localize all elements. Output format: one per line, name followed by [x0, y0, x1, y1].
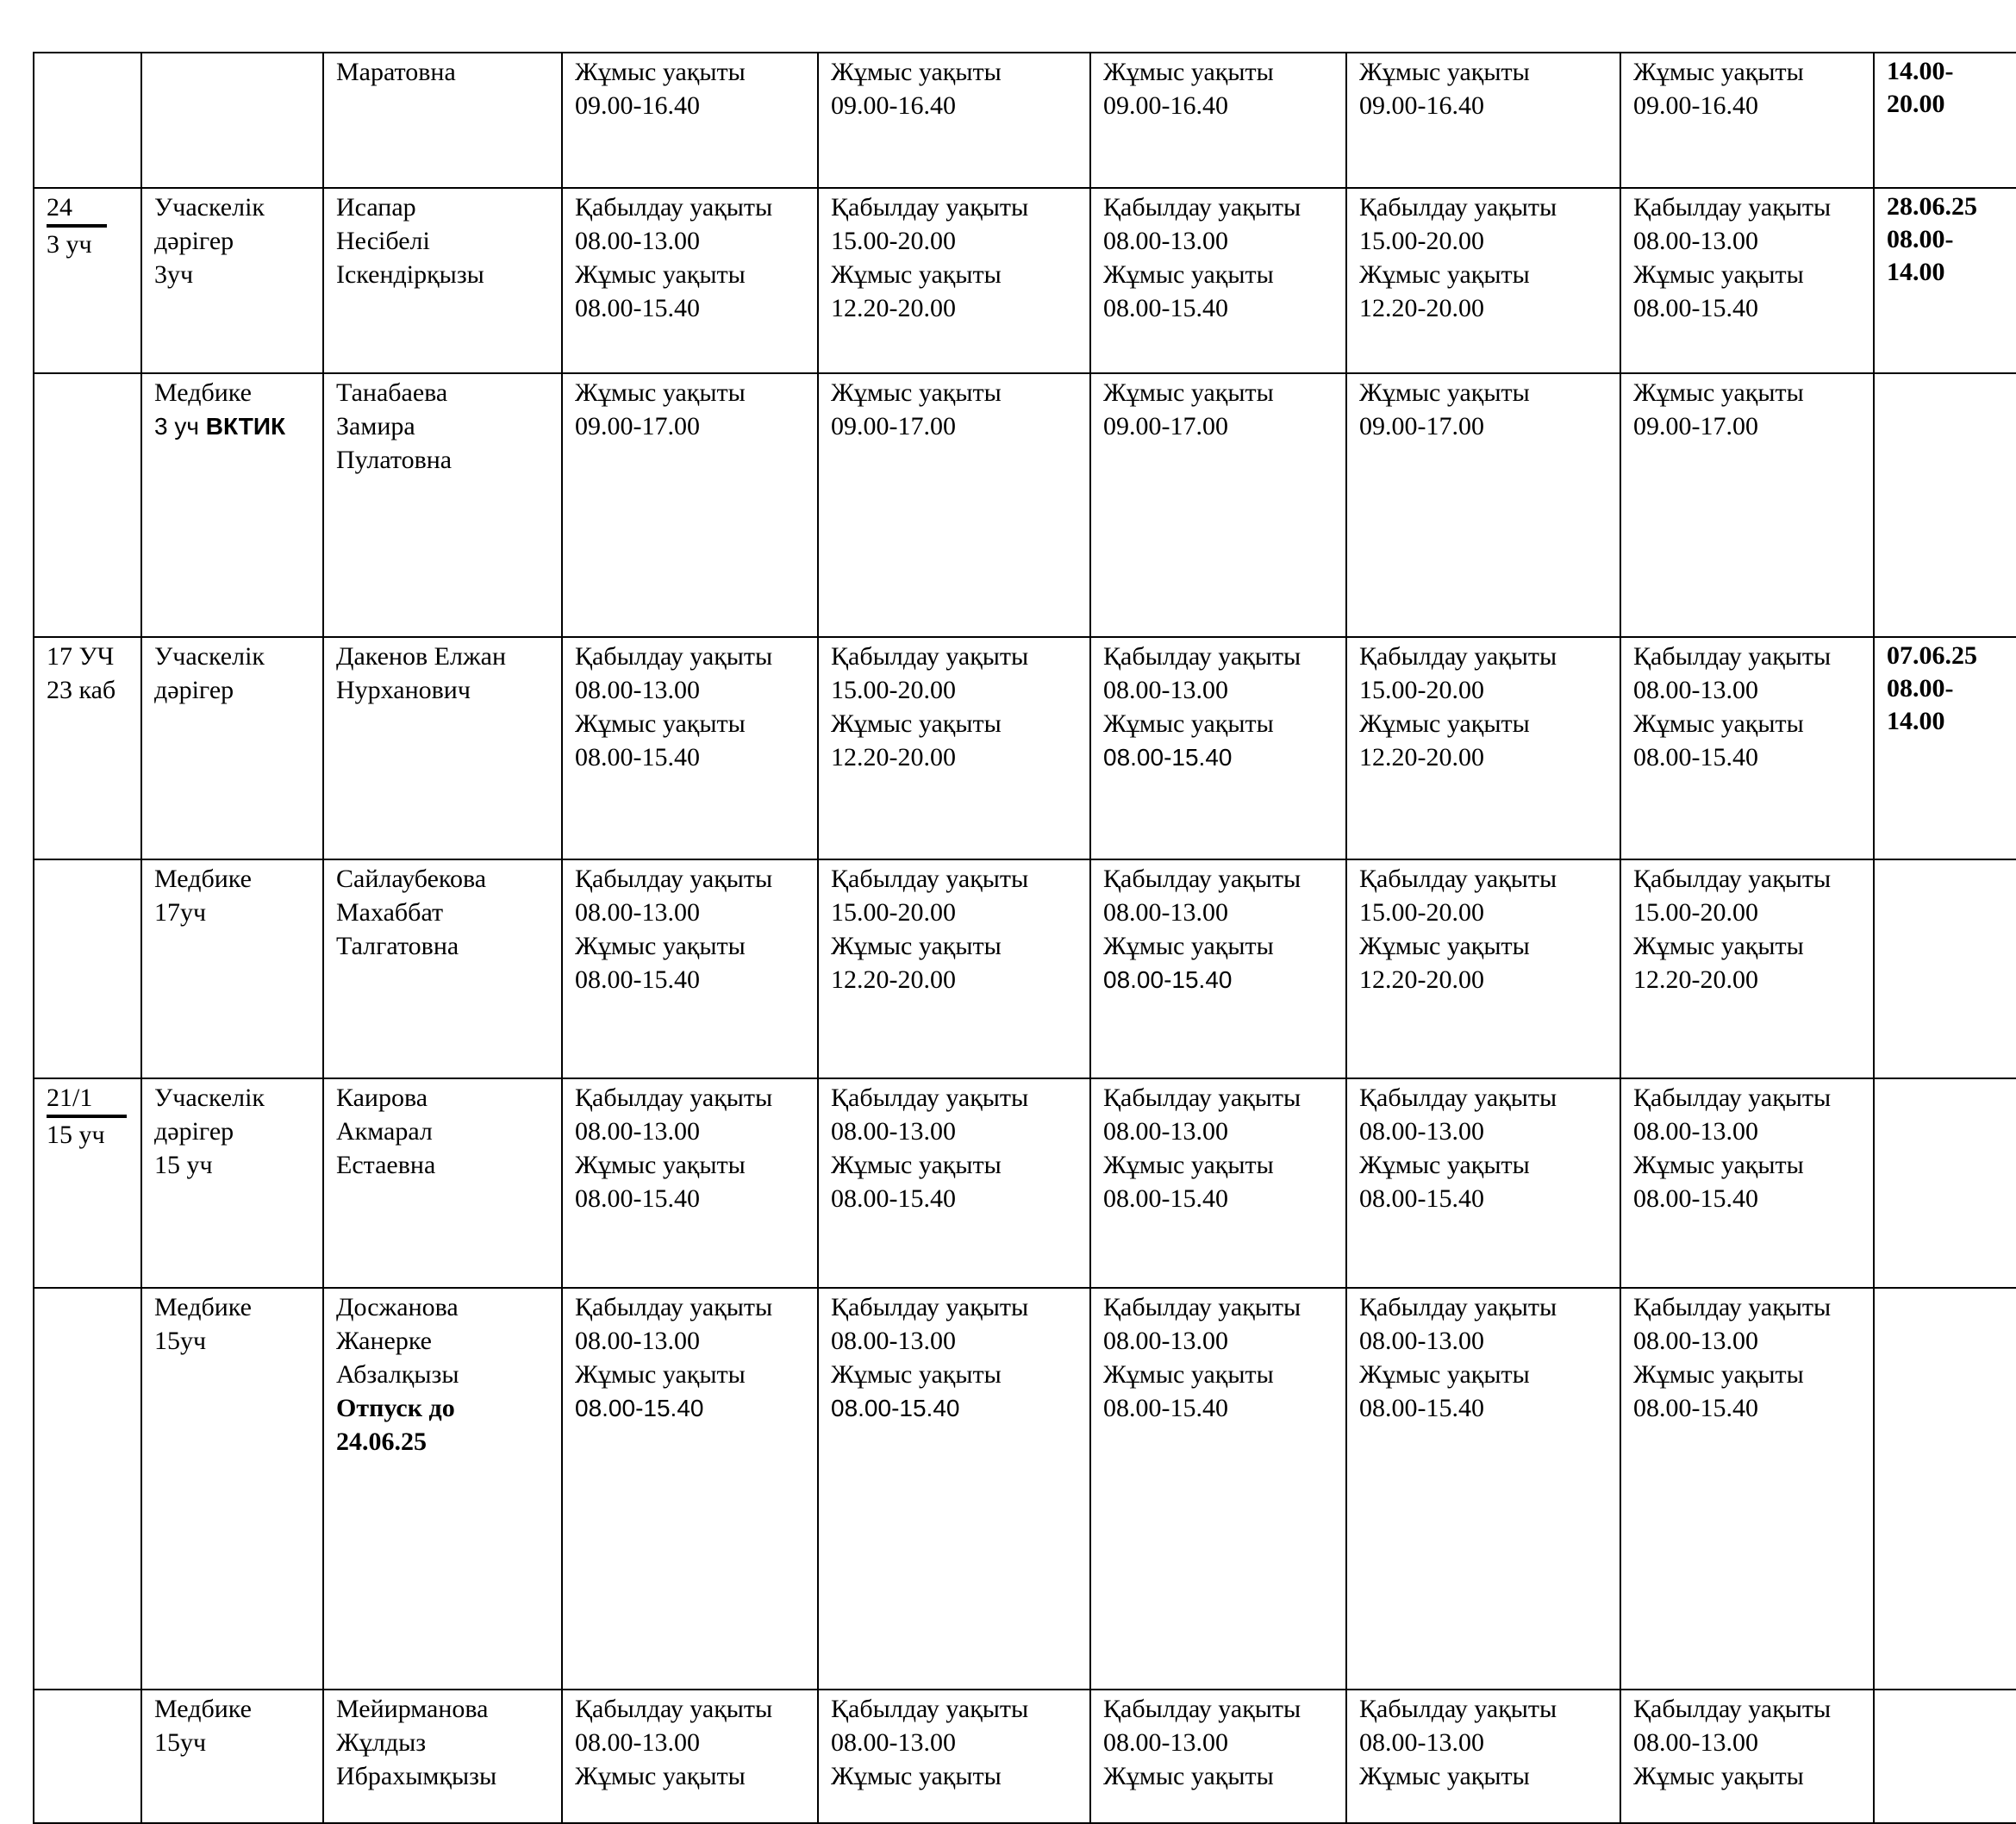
table-row	[34, 188, 2016, 373]
role-label: Учаскелік	[154, 642, 265, 671]
day-schedule-cell	[1346, 859, 1620, 1078]
schedule-line: 08.00-15.40	[1633, 294, 1758, 322]
schedule-line: 08.00-15.40	[1359, 1394, 1484, 1422]
day-schedule-cell	[818, 1078, 1090, 1288]
role-label: 17уч	[154, 898, 207, 927]
schedule-line: 15.00-20.00	[831, 227, 956, 255]
schedule-line: 09.00-17.00	[1633, 412, 1758, 440]
day-schedule-cell	[1620, 1690, 1874, 1823]
day-schedule-cell	[1346, 373, 1620, 637]
staff-name: Маратовна	[336, 58, 456, 86]
schedule-line: Қабылдау уақыты	[1359, 865, 1557, 893]
staff-name: Досжанова	[336, 1293, 459, 1321]
role-label: Учаскелік	[154, 1084, 265, 1112]
schedule-line: 08.00-13.00	[1359, 1728, 1484, 1757]
schedule-line: Қабылдау уақыты	[831, 1293, 1029, 1321]
staff-name: Жанерке	[336, 1327, 432, 1355]
schedule-line: 08.00-13.00	[575, 1327, 700, 1355]
role-label: Медбике	[154, 1695, 252, 1723]
schedule-line: Жұмыс уақыты	[1103, 58, 1274, 86]
section-number-cell	[34, 1690, 141, 1823]
schedule-line: Қабылдау уақыты	[1103, 193, 1301, 222]
day-schedule-cell	[1620, 373, 1874, 637]
section-number-cell	[34, 859, 141, 1078]
schedule-line: 08.00-15.40	[1103, 966, 1233, 993]
schedule-line: Жұмыс уақыты	[831, 1151, 1002, 1179]
schedule-line: 08.00-15.40	[575, 743, 700, 771]
day-schedule-cell	[562, 1288, 818, 1690]
schedule-line: Жұмыс уақыты	[1359, 1151, 1530, 1179]
schedule-line: Жұмыс уақыты	[575, 709, 746, 738]
day-schedule-cell	[562, 188, 818, 373]
section-number: 23 каб	[47, 676, 116, 704]
staff-name: Мейирманова	[336, 1695, 489, 1723]
schedule-line: Қабылдау уақыты	[575, 865, 773, 893]
schedule-line: Жұмыс уақыты	[1359, 709, 1530, 738]
schedule-line: 09.00-16.40	[1633, 91, 1758, 120]
schedule-line: 09.00-16.40	[831, 91, 956, 120]
schedule-line: 08.00-15.40	[1633, 1184, 1758, 1213]
schedule-line: 15.00-20.00	[1359, 898, 1484, 927]
staff-name: Дакенов Елжан	[336, 642, 507, 671]
staff-name: Пулатовна	[336, 446, 453, 474]
schedule-line: 08.00-15.40	[1103, 744, 1233, 771]
day-schedule-cell	[1346, 1078, 1620, 1288]
day-schedule-cell	[818, 188, 1090, 373]
schedule-line: Қабылдау уақыты	[831, 1084, 1029, 1112]
staff-name-cell	[323, 373, 562, 637]
staff-name: Іскендірқызы	[336, 260, 484, 289]
schedule-line: 08.00-13.00	[1103, 227, 1228, 255]
schedule-line: Жұмыс уақыты	[1359, 1360, 1530, 1389]
schedule-line: 12.20-20.00	[1633, 965, 1758, 994]
day-schedule-cell	[1620, 859, 1874, 1078]
schedule-line: Жұмыс уақыты	[1633, 1151, 1804, 1179]
schedule-line: 15.00-20.00	[831, 676, 956, 704]
staff-name: Талгатовна	[336, 932, 459, 960]
day-schedule-cell	[1620, 53, 1874, 188]
table-row	[34, 637, 2016, 859]
role-cell	[141, 1690, 323, 1823]
schedule-line: 08.00-15.40	[1633, 1394, 1758, 1422]
schedule-line: 08.00-13.00	[1103, 1327, 1228, 1355]
role-label: Медбике	[154, 865, 252, 893]
schedule-line: 08.00-13.00	[575, 227, 700, 255]
schedule-line: 08.00-13.00	[1633, 1728, 1758, 1757]
schedule-line: 09.00-17.00	[1359, 412, 1484, 440]
extra-shift-line: 14.00	[1887, 258, 1945, 286]
schedule-line: Қабылдау уақыты	[1633, 865, 1832, 893]
staff-name: Исапар	[336, 193, 416, 222]
schedule-line: Жұмыс уақыты	[1359, 58, 1530, 86]
staff-name-cell	[323, 1078, 562, 1288]
schedule-line: 08.00-13.00	[831, 1117, 956, 1146]
schedule-line: Қабылдау уақыты	[1103, 1695, 1301, 1723]
staff-name-cell	[323, 637, 562, 859]
role-label: 15уч	[154, 1327, 207, 1355]
schedule-line: 12.20-20.00	[1359, 294, 1484, 322]
schedule-line: Қабылдау уақыты	[831, 1695, 1029, 1723]
schedule-line: Жұмыс уақыты	[831, 1360, 1002, 1389]
role-cell	[141, 637, 323, 859]
schedule-line: 08.00-13.00	[1103, 676, 1228, 704]
day-schedule-cell	[1090, 1078, 1346, 1288]
schedule-line: Жұмыс уақыты	[1103, 1360, 1274, 1389]
schedule-line: Жұмыс уақыты	[575, 1360, 746, 1389]
day-schedule-cell	[818, 859, 1090, 1078]
schedule-line: Қабылдау уақыты	[1633, 193, 1832, 222]
day-schedule-cell	[1620, 637, 1874, 859]
staff-name-cell	[323, 1690, 562, 1823]
role-section: 3 уч	[154, 413, 206, 440]
schedule-line: Қабылдау уақыты	[1103, 1084, 1301, 1112]
role-cell	[141, 53, 323, 188]
extra-shift-cell	[1874, 188, 2016, 373]
extra-shift-cell	[1874, 53, 2016, 188]
role-label: дәрігер	[154, 227, 234, 255]
staff-name: Ибрахымқызы	[336, 1762, 497, 1790]
day-schedule-cell	[562, 1690, 818, 1823]
schedule-line: 08.00-13.00	[575, 1728, 700, 1757]
schedule-line: Жұмыс уақыты	[1633, 1360, 1804, 1389]
table-row	[34, 1690, 2016, 1823]
schedule-line: Жұмыс уақыты	[1103, 1762, 1274, 1790]
schedule-line: 08.00-15.40	[831, 1395, 960, 1421]
staff-name-cell	[323, 188, 562, 373]
section-number-cell	[34, 53, 141, 188]
schedule-body	[34, 53, 2016, 1823]
day-schedule-cell	[1090, 373, 1346, 637]
day-schedule-cell	[562, 859, 818, 1078]
extra-shift-line: 08.00-	[1887, 674, 1954, 703]
schedule-line: Жұмыс уақыты	[1359, 260, 1530, 289]
schedule-line: 12.20-20.00	[831, 965, 956, 994]
schedule-line: 09.00-17.00	[1103, 412, 1228, 440]
table-row	[34, 373, 2016, 637]
extra-shift-line: 14.00	[1887, 707, 1945, 735]
schedule-line: 08.00-15.40	[575, 965, 700, 994]
schedule-line: 12.20-20.00	[831, 294, 956, 322]
day-schedule-cell	[818, 637, 1090, 859]
schedule-line: 08.00-15.40	[575, 1184, 700, 1213]
schedule-line: Жұмыс уақыты	[831, 58, 1002, 86]
vacation-note: Отпуск до	[336, 1394, 455, 1422]
day-schedule-cell	[818, 373, 1090, 637]
schedule-line: Қабылдау уақыты	[1103, 865, 1301, 893]
staff-name: Жұлдыз	[336, 1728, 427, 1757]
day-schedule-cell	[818, 1288, 1090, 1690]
extra-shift-line: 14.00-	[1887, 57, 1954, 85]
schedule-line: 08.00-15.40	[1103, 1394, 1228, 1422]
schedule-line: Жұмыс уақыты	[1359, 1762, 1530, 1790]
day-schedule-cell	[1346, 637, 1620, 859]
staff-name: Абзалқызы	[336, 1360, 459, 1389]
schedule-line: Қабылдау уақыты	[1633, 1695, 1832, 1723]
extra-shift-cell	[1874, 1690, 2016, 1823]
schedule-line: Қабылдау уақыты	[831, 193, 1029, 222]
schedule-line: 08.00-13.00	[1633, 1327, 1758, 1355]
schedule-line: Жұмыс уақыты	[831, 378, 1002, 407]
role-label: 15уч	[154, 1728, 207, 1757]
schedule-line: 15.00-20.00	[1359, 227, 1484, 255]
section-number: 21/1	[47, 1081, 128, 1118]
day-schedule-cell	[562, 1078, 818, 1288]
section-number-cell	[34, 1288, 141, 1690]
schedule-line: Қабылдау уақыты	[575, 1695, 773, 1723]
schedule-line: Қабылдау уақыты	[1359, 193, 1557, 222]
role-label: дәрігер	[154, 676, 234, 704]
schedule-line: Жұмыс уақыты	[831, 1762, 1002, 1790]
schedule-line: 15.00-20.00	[831, 898, 956, 927]
schedule-line: 08.00-13.00	[575, 676, 700, 704]
schedule-line: Жұмыс уақыты	[1103, 260, 1274, 289]
staff-name: Каирова	[336, 1084, 428, 1112]
day-schedule-cell	[1346, 53, 1620, 188]
schedule-line: Жұмыс уақыты	[1103, 932, 1274, 960]
day-schedule-cell	[1346, 188, 1620, 373]
schedule-line: Жұмыс уақыты	[1633, 260, 1804, 289]
schedule-line: 15.00-20.00	[1633, 898, 1758, 927]
vacation-note: 24.06.25	[336, 1427, 427, 1456]
day-schedule-cell	[1090, 637, 1346, 859]
section-number: 17 УЧ	[47, 642, 115, 671]
table-row	[34, 53, 2016, 188]
staff-name-cell	[323, 859, 562, 1078]
role-cell	[141, 1288, 323, 1690]
day-schedule-cell	[818, 1690, 1090, 1823]
schedule-line: Қабылдау уақыты	[1103, 1293, 1301, 1321]
schedule-line: Жұмыс уақыты	[831, 709, 1002, 738]
role-label: 3уч	[154, 260, 194, 289]
staff-name-cell	[323, 53, 562, 188]
table-row	[34, 1288, 2016, 1690]
day-schedule-cell	[1090, 859, 1346, 1078]
extra-shift-line: 20.00	[1887, 90, 1945, 118]
schedule-line: Жұмыс уақыты	[1103, 1151, 1274, 1179]
role-cell	[141, 859, 323, 1078]
extra-shift-line: 08.00-	[1887, 225, 1954, 253]
day-schedule-cell	[1346, 1288, 1620, 1690]
extra-shift-cell	[1874, 1288, 2016, 1690]
day-schedule-cell	[1620, 1078, 1874, 1288]
schedule-line: 08.00-13.00	[831, 1327, 956, 1355]
section-number: 24	[47, 191, 128, 228]
schedule-table	[33, 52, 2016, 1824]
schedule-line: 08.00-13.00	[575, 898, 700, 927]
schedule-line: 08.00-15.40	[1633, 743, 1758, 771]
section-number-cell	[34, 1078, 141, 1288]
schedule-line: Жұмыс уақыты	[575, 932, 746, 960]
role-cell	[141, 373, 323, 637]
schedule-line: Жұмыс уақыты	[1359, 378, 1530, 407]
staff-name: Несібелі	[336, 227, 430, 255]
schedule-line: 08.00-13.00	[1359, 1327, 1484, 1355]
schedule-line: Қабылдау уақыты	[1359, 1084, 1557, 1112]
schedule-line: Жұмыс уақыты	[831, 260, 1002, 289]
schedule-line: Жұмыс уақыты	[1633, 932, 1804, 960]
role-cell	[141, 1078, 323, 1288]
staff-name: Махаббат	[336, 898, 444, 927]
section-number-cell	[34, 373, 141, 637]
schedule-line: Жұмыс уақыты	[1633, 378, 1804, 407]
schedule-line: Жұмыс уақыты	[575, 58, 746, 86]
day-schedule-cell	[1090, 53, 1346, 188]
staff-name: Естаевна	[336, 1151, 436, 1179]
schedule-line: 08.00-15.40	[575, 294, 700, 322]
schedule-line: 08.00-13.00	[1103, 898, 1228, 927]
day-schedule-cell	[562, 53, 818, 188]
schedule-line: Жұмыс уақыты	[1359, 932, 1530, 960]
schedule-line: Жұмыс уақыты	[1633, 709, 1804, 738]
schedule-line: Жұмыс уақыты	[1103, 378, 1274, 407]
schedule-line: 09.00-16.40	[1359, 91, 1484, 120]
day-schedule-cell	[1346, 1690, 1620, 1823]
day-schedule-cell	[1090, 1288, 1346, 1690]
schedule-line: 08.00-15.40	[1103, 1184, 1228, 1213]
staff-name: Замира	[336, 412, 415, 440]
schedule-line: Жұмыс уақыты	[1103, 709, 1274, 738]
schedule-line: Қабылдау уақыты	[1359, 1695, 1557, 1723]
schedule-line: 09.00-16.40	[575, 91, 700, 120]
schedule-line: 08.00-13.00	[575, 1117, 700, 1146]
schedule-line: 12.20-20.00	[1359, 965, 1484, 994]
schedule-line: Қабылдау уақыты	[831, 642, 1029, 671]
section-number: 15 уч	[47, 1121, 105, 1149]
day-schedule-cell	[818, 53, 1090, 188]
schedule-line: Жұмыс уақыты	[575, 378, 746, 407]
schedule-line: Жұмыс уақыты	[575, 1762, 746, 1790]
extra-shift-cell	[1874, 637, 2016, 859]
schedule-line: 09.00-17.00	[575, 412, 700, 440]
day-schedule-cell	[1620, 188, 1874, 373]
staff-name: Нурханович	[336, 676, 471, 704]
extra-shift-cell	[1874, 373, 2016, 637]
role-label: Медбике	[154, 378, 252, 407]
table-row	[34, 859, 2016, 1078]
schedule-line: 08.00-15.40	[575, 1395, 704, 1421]
schedule-line: 09.00-16.40	[1103, 91, 1228, 120]
schedule-line: Қабылдау уақыты	[1103, 642, 1301, 671]
day-schedule-cell	[562, 637, 818, 859]
schedule-line: Жұмыс уақыты	[575, 260, 746, 289]
schedule-line: Қабылдау уақыты	[575, 193, 773, 222]
role-label: Медбике	[154, 1293, 252, 1321]
schedule-line: Қабылдау уақыты	[575, 1293, 773, 1321]
schedule-line: 08.00-13.00	[1633, 227, 1758, 255]
schedule-line: Жұмыс уақыты	[831, 932, 1002, 960]
schedule-line: 12.20-20.00	[1359, 743, 1484, 771]
schedule-line: Қабылдау уақыты	[575, 1084, 773, 1112]
schedule-line: Қабылдау уақыты	[831, 865, 1029, 893]
schedule-line: 08.00-13.00	[831, 1728, 956, 1757]
schedule-line: Қабылдау уақыты	[1633, 642, 1832, 671]
schedule-line: Қабылдау уақыты	[1633, 1293, 1832, 1321]
staff-name: Сайлаубекова	[336, 865, 487, 893]
schedule-line: Қабылдау уақыты	[1633, 1084, 1832, 1112]
schedule-line: 08.00-13.00	[1359, 1117, 1484, 1146]
role-cell	[141, 188, 323, 373]
schedule-line: 08.00-15.40	[1103, 294, 1228, 322]
schedule-line: 12.20-20.00	[831, 743, 956, 771]
table-row	[34, 1078, 2016, 1288]
schedule-line: Жұмыс уақыты	[575, 1151, 746, 1179]
day-schedule-cell	[1090, 188, 1346, 373]
day-schedule-cell	[1620, 1288, 1874, 1690]
schedule-line: Қабылдау уақыты	[575, 642, 773, 671]
schedule-line: 08.00-13.00	[1633, 676, 1758, 704]
schedule-line: Жұмыс уақыты	[1633, 1762, 1804, 1790]
schedule-line: Жұмыс уақыты	[1633, 58, 1804, 86]
schedule-line: 08.00-13.00	[1103, 1117, 1228, 1146]
schedule-line: 08.00-13.00	[1103, 1728, 1228, 1757]
day-schedule-cell	[562, 373, 818, 637]
schedule-line: 08.00-15.40	[831, 1184, 956, 1213]
extra-shift-cell	[1874, 859, 2016, 1078]
extra-shift-cell	[1874, 1078, 2016, 1288]
extra-shift-line: 28.06.25	[1887, 192, 1977, 221]
schedule-line: 08.00-13.00	[1633, 1117, 1758, 1146]
section-number-cell	[34, 188, 141, 373]
staff-name: Танабаева	[336, 378, 448, 407]
schedule-line: 08.00-15.40	[1359, 1184, 1484, 1213]
schedule-line: Қабылдау уақыты	[1359, 1293, 1557, 1321]
staff-name: Акмарал	[336, 1117, 433, 1146]
section-number: 3 уч	[47, 230, 92, 259]
section-number-cell	[34, 637, 141, 859]
staff-name-cell	[323, 1288, 562, 1690]
role-tag: ВКТИК	[205, 413, 286, 440]
role-label: дәрігер	[154, 1117, 234, 1146]
role-label: 15 уч	[154, 1151, 213, 1179]
role-section-line	[154, 409, 310, 443]
schedule-line: 15.00-20.00	[1359, 676, 1484, 704]
schedule-line: 09.00-17.00	[831, 412, 956, 440]
day-schedule-cell	[1090, 1690, 1346, 1823]
extra-shift-line: 07.06.25	[1887, 641, 1977, 670]
role-label: Учаскелік	[154, 193, 265, 222]
schedule-line: Қабылдау уақыты	[1359, 642, 1557, 671]
